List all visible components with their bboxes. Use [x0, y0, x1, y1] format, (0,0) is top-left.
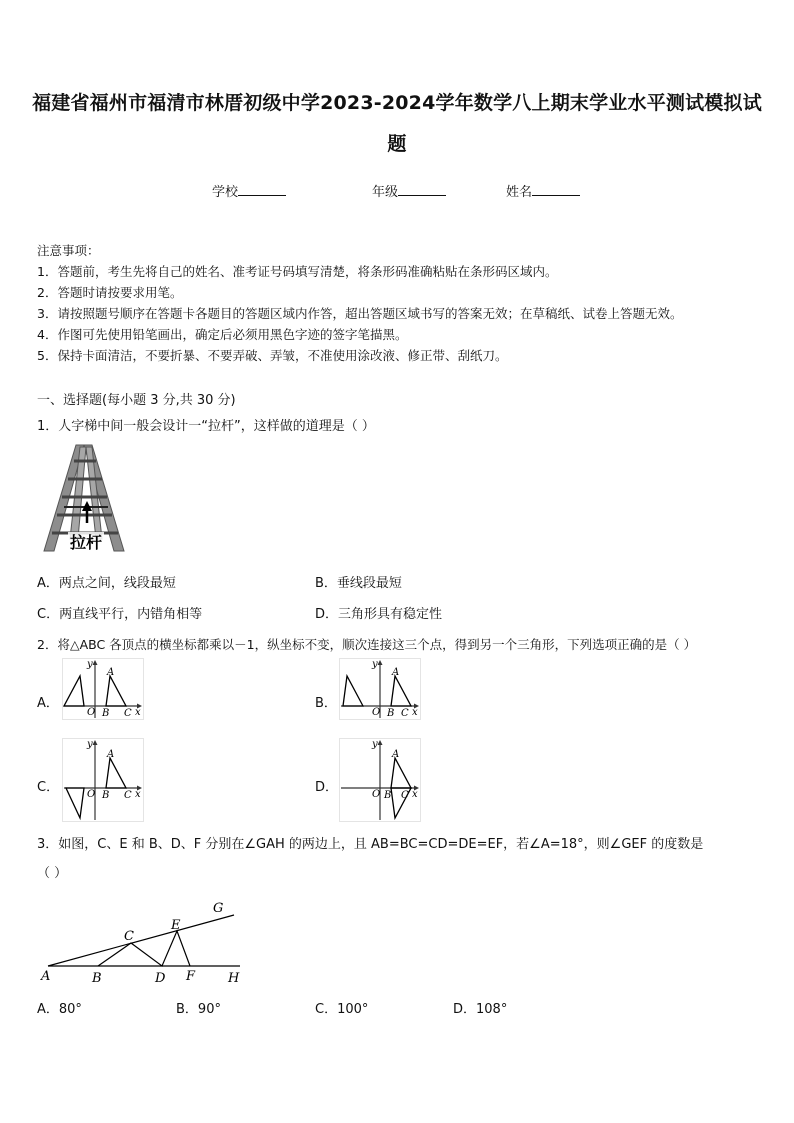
q1-option-a[interactable]: A．两点之间，线段最短: [37, 576, 176, 591]
y-axis-label: y: [87, 659, 93, 670]
q2-graph-d: [339, 738, 421, 822]
y-axis-label: y: [87, 739, 93, 750]
q2-stem: 2．将△ABC 各顶点的横坐标都乘以－1，纵坐标不变，顺次连接这三个点，得到另一个三角形，下列选项正确的是（ ）: [37, 637, 697, 652]
name-label: 姓名: [506, 185, 533, 200]
school-field: [212, 181, 286, 200]
point-d-label: D: [155, 971, 166, 986]
q2-graph-a: [62, 658, 144, 720]
point-a-label: A: [107, 749, 115, 760]
q3-option-a[interactable]: A．80°: [37, 1002, 82, 1017]
name-field: [506, 181, 580, 200]
note-item: 1．答题前，考生先将自己的姓名、准考证号码填写清楚，将条形码准确粘贴在条形码区域内。: [37, 264, 558, 279]
point-e-label: E: [171, 918, 181, 933]
y-axis-label: y: [372, 739, 378, 750]
q1-option-b[interactable]: B．垂线段最短: [315, 576, 402, 591]
point-c-label: C: [124, 790, 132, 801]
note-item: 5．保持卡面清洁，不要折暴、不要弄破、弄皱，不准使用涂改液、修正带、刮纸刀。: [37, 348, 508, 363]
point-a-label: A: [392, 667, 400, 678]
note-item: 4．作图可先使用铅笔画出，确定后必须用黑色字迹的签字笔描黑。: [37, 327, 408, 342]
q3-stem-continued: （ ）: [37, 866, 68, 881]
name-blank[interactable]: [532, 183, 580, 196]
note-item: 2．答题时请按要求用笔。: [37, 285, 183, 300]
point-a-label: A: [107, 667, 115, 678]
y-axis-label: y: [372, 659, 378, 670]
q2-option-b[interactable]: B．: [315, 696, 337, 711]
point-b-label: B: [92, 971, 102, 986]
origin-label: O: [372, 707, 381, 718]
ray-ag: [48, 915, 234, 966]
school-label: 学校: [212, 185, 239, 200]
q3-option-b[interactable]: B．90°: [176, 1002, 221, 1017]
origin-label: O: [372, 789, 381, 800]
q2-graph-b: [339, 658, 421, 720]
origin-label: O: [87, 789, 96, 800]
pull-rod-label: 拉杆: [70, 533, 103, 552]
point-b-label: B: [387, 708, 395, 719]
point-c-label: C: [124, 708, 132, 719]
point-g-label: G: [213, 901, 224, 916]
q3-figure: [34, 896, 254, 988]
notes-block: [37, 240, 682, 366]
point-f-label: F: [186, 969, 196, 984]
x-axis-label: x: [412, 789, 418, 800]
x-axis-label: x: [412, 707, 418, 718]
q2-option-d[interactable]: D．: [315, 780, 339, 795]
point-h-label: H: [228, 971, 240, 986]
x-axis-label: x: [135, 707, 141, 718]
x-axis-label: x: [135, 789, 141, 800]
point-b-label: B: [384, 790, 392, 801]
q1-option-d[interactable]: D．三角形具有稳定性: [315, 607, 443, 622]
grade-field: [372, 181, 446, 200]
point-c-label: C: [401, 708, 409, 719]
q2-option-c[interactable]: C．: [37, 780, 60, 795]
q3-stem: 3．如图，C、E 和 B、D、F 分别在∠GAH 的两边上，且 AB=BC=CD=DE=EF，若∠A=18°，则∠GEF 的度数是: [37, 837, 704, 852]
grade-blank[interactable]: [398, 183, 446, 196]
note-item: 3．请按照题号顺序在答题卡各题目的答题区域内作答，超出答题区域书写的答案无效；在草稿纸、试卷上答题无效。: [37, 306, 683, 321]
q2-graph-c: [62, 738, 144, 822]
point-b-label: B: [102, 708, 110, 719]
origin-label: O: [87, 707, 96, 718]
notes-heading: 注意事项：: [37, 243, 100, 258]
page-title-line2: 题: [387, 133, 407, 155]
grade-label: 年级: [372, 185, 399, 200]
q3-option-d[interactable]: D．108°: [453, 1002, 508, 1017]
point-b-label: B: [102, 790, 110, 801]
point-a-label: A: [41, 969, 51, 984]
q3-option-c[interactable]: C．100°: [315, 1002, 369, 1017]
section-heading: 一、选择题(每小题 3 分,共 30 分): [37, 393, 236, 408]
q1-stem: 1．人字梯中间一般会设计一“拉杆”，这样做的道理是（ ）: [37, 419, 375, 434]
school-blank[interactable]: [238, 183, 286, 196]
page-title-line1: 福建省福州市福清市林厝初级中学2023-2024学年数学八上期末学业水平测试模拟试: [32, 92, 762, 114]
point-c-label: C: [124, 929, 134, 944]
point-c-label: C: [401, 790, 409, 801]
point-a-label: A: [392, 749, 400, 760]
ladder-figure: [40, 441, 132, 555]
q1-option-c[interactable]: C．两直线平行，内错角相等: [37, 607, 203, 622]
q2-option-a[interactable]: A．: [37, 696, 59, 711]
